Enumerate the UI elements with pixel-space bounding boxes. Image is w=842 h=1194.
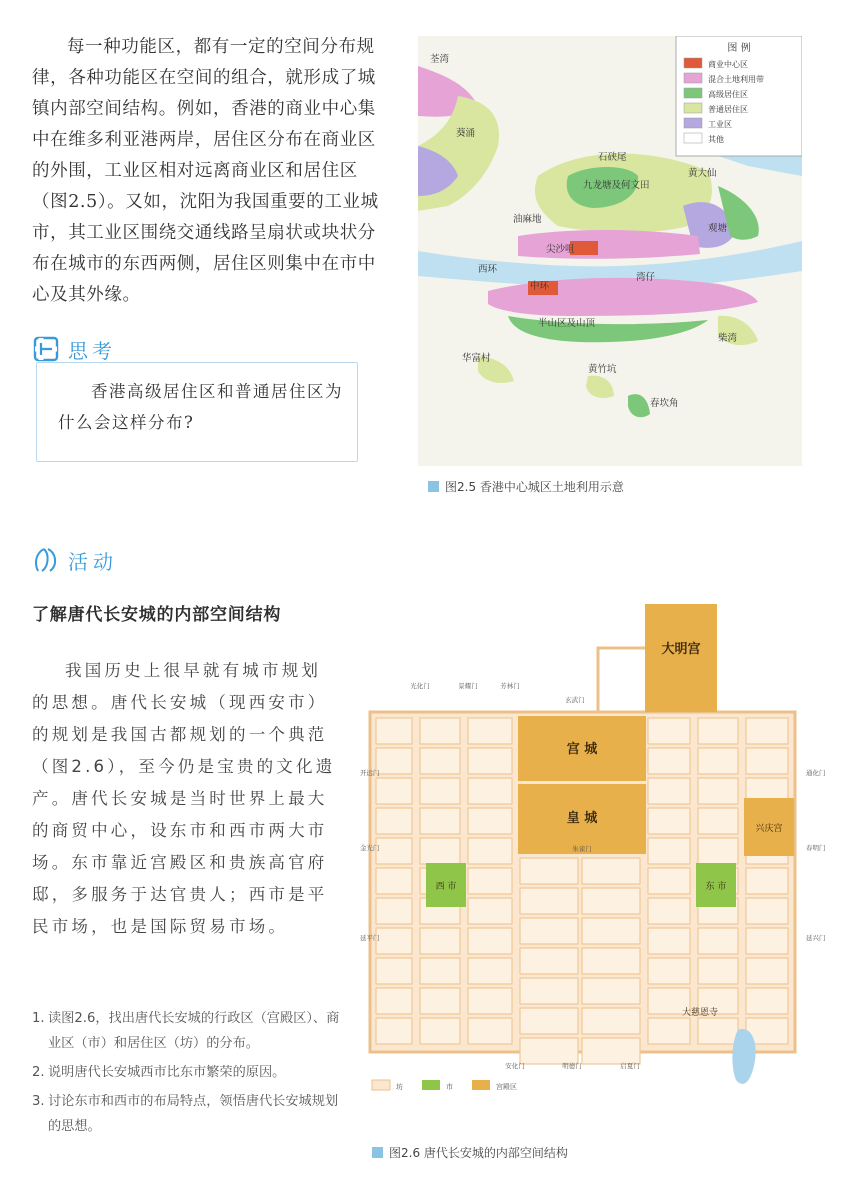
gate-label: 通化门 bbox=[806, 769, 826, 777]
ward-block bbox=[746, 958, 788, 984]
gate-label: 朱雀门 bbox=[572, 845, 592, 853]
legend-label: 高级居住区 bbox=[708, 90, 748, 99]
ward-block bbox=[582, 858, 640, 884]
question-text: 说明唐代长安城西市比东市繁荣的原因。 bbox=[48, 1065, 286, 1080]
activity-heading bbox=[32, 545, 118, 575]
ward-block bbox=[582, 948, 640, 974]
legend-swatch bbox=[684, 103, 702, 113]
hk-caption-text: 图2.5 香港中心城区土地利用示意 bbox=[445, 480, 624, 494]
gate-label: 芳林门 bbox=[500, 682, 520, 690]
place-label: 半山区及山顶 bbox=[538, 318, 596, 329]
activity-icon bbox=[32, 545, 62, 575]
hk-map-caption bbox=[428, 478, 624, 495]
ward-block bbox=[468, 928, 512, 954]
question-number: 1. bbox=[32, 1011, 45, 1026]
ward-block bbox=[468, 958, 512, 984]
ward-block bbox=[420, 748, 460, 774]
ward-block bbox=[648, 928, 690, 954]
place-label: 尖沙咀 bbox=[546, 244, 575, 255]
place-label: 黄竹坑 bbox=[588, 364, 617, 375]
caption-marker bbox=[372, 1147, 383, 1158]
ward-block bbox=[376, 778, 412, 804]
hk-legend-title: 图 例 bbox=[727, 43, 751, 54]
question-number: 3. bbox=[32, 1094, 45, 1109]
gate-label: 延兴门 bbox=[806, 934, 826, 942]
ward-block bbox=[376, 1018, 412, 1044]
ward-block bbox=[698, 778, 738, 804]
changan-map bbox=[360, 600, 830, 1100]
ward-block bbox=[520, 948, 578, 974]
question-item bbox=[32, 1060, 342, 1085]
caption-marker bbox=[428, 481, 439, 492]
legend-label: 商业中心区 bbox=[708, 60, 748, 69]
ward-block bbox=[376, 958, 412, 984]
ward-block bbox=[746, 718, 788, 744]
ward-block bbox=[698, 808, 738, 834]
place-label: 华富村 bbox=[462, 353, 491, 364]
ward-block bbox=[520, 1038, 578, 1064]
ward-block bbox=[468, 808, 512, 834]
ward-block bbox=[582, 918, 640, 944]
ward-block bbox=[520, 858, 578, 884]
legend-swatch bbox=[684, 88, 702, 98]
ward-block bbox=[468, 748, 512, 774]
question-item bbox=[32, 1006, 342, 1056]
ward-block bbox=[698, 748, 738, 774]
ward-block bbox=[520, 918, 578, 944]
ward-block bbox=[420, 778, 460, 804]
place-label: 春坎角 bbox=[650, 398, 679, 409]
legend-label: 市 bbox=[446, 1083, 453, 1091]
ward-block bbox=[648, 958, 690, 984]
place-label: 九龙塘及何文田 bbox=[583, 180, 650, 191]
dacien-label: 大慈恩寺 bbox=[681, 1008, 719, 1018]
ward-block bbox=[468, 838, 512, 864]
place-label: 柴湾 bbox=[718, 333, 738, 344]
place-label: 油麻地 bbox=[513, 214, 542, 225]
gate-label: 金光门 bbox=[360, 844, 380, 852]
gate-label: 开远门 bbox=[360, 769, 380, 777]
ward-block bbox=[582, 978, 640, 1004]
xishi-label: 西 市 bbox=[435, 882, 457, 892]
ward-block bbox=[376, 868, 412, 894]
xingqing-label: 兴庆宫 bbox=[755, 824, 783, 834]
gate-label: 玄武门 bbox=[565, 696, 585, 704]
think-heading bbox=[32, 334, 116, 364]
ward-block bbox=[420, 928, 460, 954]
ward-block bbox=[648, 838, 690, 864]
ward-block bbox=[376, 898, 412, 924]
place-label: 观塘 bbox=[708, 223, 728, 234]
gate-label: 光化门 bbox=[410, 682, 430, 690]
ward-block bbox=[420, 1018, 460, 1044]
ward-block bbox=[698, 958, 738, 984]
think-question: 香港高级居住区和普通居住区为什么会这样分布? bbox=[58, 382, 343, 432]
ward-block bbox=[648, 868, 690, 894]
activity-title: 活动 bbox=[68, 549, 118, 574]
legend-label: 其他 bbox=[708, 135, 724, 144]
ward-block bbox=[376, 748, 412, 774]
ward-block bbox=[376, 928, 412, 954]
place-label: 湾仔 bbox=[636, 272, 656, 283]
changan-map-caption bbox=[372, 1144, 568, 1161]
gate-label: 春明门 bbox=[806, 844, 826, 852]
place-label: 荃湾 bbox=[430, 54, 450, 65]
gongcheng-label: 宫 城 bbox=[566, 742, 598, 757]
gate-label: 安化门 bbox=[505, 1062, 525, 1070]
ward-block bbox=[746, 748, 788, 774]
ward-block bbox=[648, 898, 690, 924]
activity-paragraph: 我国历史上很早就有城市规划的思想。唐代长安城（现西安市）的规划是我国古都规划的一个典范（图2.6），至今仍是宝贵的文化遗产。唐代长安城是当时世界上最大的商贸中心，设东市和西市两大市场。东市靠近宫殿区和贵族高官府邸，多服务于达官贵人；西市是平民市场，也是国际贸易市场。 bbox=[32, 661, 336, 936]
question-text: 读图2.6，找出唐代长安城的行政区（宫殿区）、商业区（市）和居住区（坊）的分布。 bbox=[48, 1011, 340, 1051]
ward-block bbox=[648, 1018, 690, 1044]
ward-block bbox=[420, 718, 460, 744]
ward-block bbox=[746, 988, 788, 1014]
qujiang-lake bbox=[732, 1029, 755, 1084]
daming-label: 大明宫 bbox=[661, 642, 701, 657]
question-number: 2. bbox=[32, 1065, 45, 1080]
question-text: 讨论东市和西市的布局特点，领悟唐代长安城规划的思想。 bbox=[48, 1094, 339, 1134]
ward-block bbox=[420, 838, 460, 864]
dongshi-label: 东 市 bbox=[705, 882, 727, 892]
ward-block bbox=[468, 778, 512, 804]
hk-legend bbox=[676, 36, 802, 156]
ward-block bbox=[468, 898, 512, 924]
ward-block bbox=[468, 1018, 512, 1044]
changan-caption-text: 图2.6 唐代长安城的内部空间结构 bbox=[389, 1146, 568, 1160]
ward-block bbox=[582, 888, 640, 914]
legend-swatch bbox=[684, 58, 702, 68]
legend-label: 普通居住区 bbox=[708, 105, 748, 114]
ward-block bbox=[698, 718, 738, 744]
ward-block bbox=[420, 808, 460, 834]
ward-block bbox=[468, 718, 512, 744]
changan-legend bbox=[372, 1080, 517, 1091]
ward-block bbox=[376, 988, 412, 1014]
huangcheng-label: 皇 城 bbox=[566, 811, 598, 826]
ward-block bbox=[420, 958, 460, 984]
ward-block bbox=[420, 988, 460, 1014]
legend-swatch bbox=[684, 118, 702, 128]
ward-block bbox=[520, 978, 578, 1004]
ward-block bbox=[520, 888, 578, 914]
legend-label: 宫殿区 bbox=[496, 1083, 517, 1091]
ward-block bbox=[376, 718, 412, 744]
ward-block bbox=[520, 1008, 578, 1034]
legend-swatch bbox=[684, 73, 702, 83]
gate-label: 延平门 bbox=[360, 934, 380, 942]
ward-block bbox=[376, 838, 412, 864]
ward-block bbox=[746, 898, 788, 924]
ward-block bbox=[582, 1038, 640, 1064]
activity-subtitle: 了解唐代长安城的内部空间结构 bbox=[32, 605, 282, 625]
question-item bbox=[32, 1089, 342, 1139]
place-label: 中环 bbox=[530, 281, 550, 292]
ward-block bbox=[468, 868, 512, 894]
gate-label: 明德门 bbox=[562, 1062, 582, 1070]
ward-block bbox=[376, 808, 412, 834]
ward-block bbox=[746, 868, 788, 894]
ward-block bbox=[648, 718, 690, 744]
daming-palace bbox=[645, 604, 717, 712]
legend-label: 混合土地利用带 bbox=[708, 75, 764, 84]
legend-swatch bbox=[684, 133, 702, 143]
ward-block bbox=[746, 928, 788, 954]
think-icon bbox=[32, 335, 60, 363]
question-list bbox=[32, 1006, 342, 1139]
legend-label: 工业区 bbox=[708, 120, 732, 129]
place-label: 黄大仙 bbox=[688, 168, 717, 179]
gate-label: 启夏门 bbox=[620, 1062, 640, 1070]
ward-block bbox=[648, 808, 690, 834]
ward-block bbox=[698, 928, 738, 954]
think-title: 思考 bbox=[68, 338, 116, 363]
place-label: 西环 bbox=[478, 264, 498, 275]
legend-label: 坊 bbox=[396, 1083, 403, 1091]
place-label: 石硖尾 bbox=[598, 152, 627, 163]
gate-label: 景耀门 bbox=[458, 682, 478, 690]
hk-land-use-map bbox=[418, 36, 802, 466]
ward-block bbox=[648, 748, 690, 774]
intro-paragraph: 每一种功能区，都有一定的空间分布规律，各种功能区在空间的组合，就形成了城镇内部空间结构。例如，香港的商业中心集中在维多利亚港两岸，居住区分布在商业区的外围，工业区相对远离商业区和居住区（图2.5）。又如，沈阳为我国重要的工业城市，其工业区围绕交通线路呈扇状或块状分布在城市的东西两侧，居住区则集中在市中心及其外缘。 bbox=[32, 37, 379, 305]
ward-block bbox=[698, 1018, 738, 1044]
ward-block bbox=[582, 1008, 640, 1034]
ward-block bbox=[648, 778, 690, 804]
place-label: 葵涌 bbox=[456, 128, 476, 139]
ward-block bbox=[468, 988, 512, 1014]
ward-block bbox=[698, 838, 738, 864]
